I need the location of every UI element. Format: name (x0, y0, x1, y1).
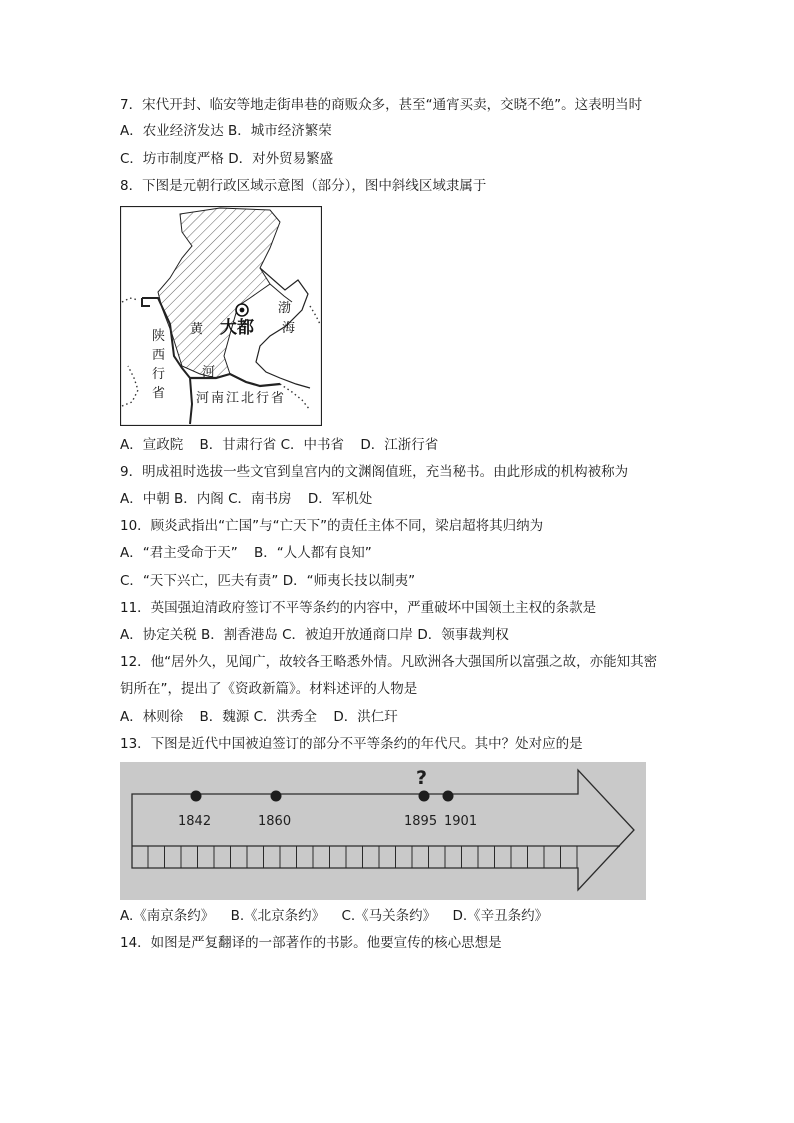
q7-stem: 7．宋代开封、临安等地走街串巷的商贩众多，甚至“通宵买卖，交晓不绝”。这表明当时 (120, 97, 643, 113)
capital-label: 大都 (220, 318, 254, 338)
q10-option-a[interactable]: A．“君主受命于天” (120, 545, 238, 561)
q10-options-row-2 (120, 572, 415, 590)
q10-option-b[interactable]: B．“人人都有良知” (254, 545, 372, 561)
q12-option-b[interactable]: B．魏源 (199, 709, 250, 725)
yuan-map-figure (120, 206, 322, 426)
q10-option-d[interactable]: D．“师夷长技以制夷” (282, 573, 416, 589)
timeline-photo (120, 762, 646, 900)
sea-label-1: 渤 (278, 301, 292, 316)
q13-option-b[interactable]: B.《北京条约》 (230, 908, 326, 924)
year-label-1895: 1895 (404, 814, 438, 829)
event-dot-1842 (191, 791, 202, 802)
shaanxi-label-4: 省 (152, 386, 166, 401)
q8-stem: 8．下图是元朝行政区域示意图（部分），图中斜线区域隶属于 (120, 178, 487, 194)
yuan-map (120, 206, 322, 426)
q14-stem: 14．如图是严复翻译的一部著作的书影。他要宣传的核心思想是 (120, 935, 502, 951)
q8-options (120, 436, 438, 454)
q9-option-a[interactable]: A．中朝 (120, 491, 170, 507)
year-label-1901: 1901 (444, 814, 478, 829)
q8-option-b[interactable]: B．甘肃行省 (199, 437, 277, 453)
q7-options-row-2 (120, 150, 333, 168)
q7-option-a[interactable]: A．农业经济发达 (120, 123, 224, 139)
q12-option-c[interactable]: C．洪秀全 (253, 709, 318, 725)
q13-option-a[interactable]: A.《南京条约》 (120, 908, 215, 924)
q9-option-c[interactable]: C．南书房 (228, 491, 292, 507)
q10-options-row-1 (120, 544, 372, 562)
river-label-1: 黄 (190, 322, 204, 337)
q11-option-b[interactable]: B．割香港岛 (201, 627, 278, 643)
photo-background (120, 762, 646, 900)
question-mark: ? (416, 767, 428, 789)
year-label-1860: 1860 (258, 814, 292, 829)
q11-option-c[interactable]: C．被迫开放通商口岸 (282, 627, 414, 643)
q7-option-c[interactable]: C．坊市制度严格 (120, 151, 224, 167)
q8-option-d[interactable]: D．江浙行省 (360, 437, 439, 453)
q9-option-d[interactable]: D．军机处 (307, 491, 373, 507)
event-dot-1860 (271, 791, 282, 802)
q9-options (120, 490, 372, 508)
q9-stem: 9．明成祖时选拔一些文官到皇宫内的文渊阁值班，充当秘书。由此形成的机构被称为 (120, 464, 629, 480)
shaanxi-label-2: 西 (152, 348, 166, 363)
q13-stem: 13．下图是近代中国被迫签订的部分不平等条约的年代尺。其中？处对应的是 (120, 736, 583, 752)
river-label-2: 河 (202, 365, 216, 380)
timeline-figure (120, 762, 646, 900)
shaanxi-label-1: 陕 (152, 329, 166, 344)
q10-option-c[interactable]: C．“天下兴亡，匹夫有责” (120, 573, 279, 589)
q7-options-row-1 (120, 122, 332, 140)
q11-stem: 11．英国强迫清政府签订不平等条约的内容中，严重破坏中国领土主权的条款是 (120, 600, 597, 616)
q9-option-b[interactable]: B．内阁 (174, 491, 224, 507)
q12-stem-line-1: 12．他“居外久，见闻广，故较各王略悉外情。凡欧洲各大强国所以富强之故，亦能知其密 (120, 654, 658, 670)
q11-options (120, 626, 509, 644)
q7-option-b[interactable]: B．城市经济繁荣 (228, 123, 332, 139)
henan-label: 河南江北行省 (196, 391, 287, 406)
year-label-1842: 1842 (178, 814, 212, 829)
q8-option-a[interactable]: A．宣政院 (120, 437, 184, 453)
q7-option-d[interactable]: D．对外贸易繁盛 (228, 151, 334, 167)
q12-stem-line-2: 钥所在”，提出了《资政新篇》。材料述评的人物是 (120, 681, 418, 697)
q11-option-d[interactable]: D．领事裁判权 (417, 627, 509, 643)
event-dot-1901 (443, 791, 454, 802)
q13-options (120, 907, 548, 925)
q8-option-c[interactable]: C．中书省 (280, 437, 345, 453)
q11-option-a[interactable]: A．协定关税 (120, 627, 197, 643)
q13-option-c[interactable]: C.《马关条约》 (341, 908, 437, 924)
event-dot-1895 (419, 791, 430, 802)
q13-option-d[interactable]: D.《辛丑条约》 (452, 908, 549, 924)
q10-stem: 10．顾炎武指出“亡国”与“亡天下”的责任主体不同，梁启超将其归纳为 (120, 518, 544, 534)
q12-option-d[interactable]: D．洪仁玕 (333, 709, 398, 725)
shaanxi-label-3: 行 (152, 367, 166, 382)
sea-label-2: 海 (282, 321, 296, 336)
q12-option-a[interactable]: A．林则徐 (120, 709, 184, 725)
q12-options (120, 708, 398, 726)
